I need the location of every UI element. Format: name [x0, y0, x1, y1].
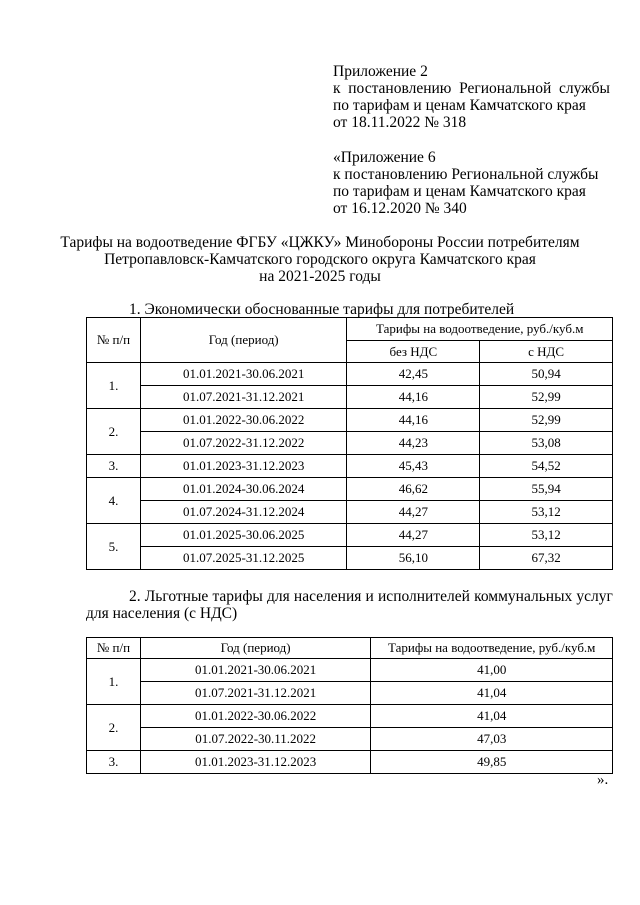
- table-row: [87, 363, 613, 386]
- row-period: 01.01.2021-30.06.2021: [140, 659, 371, 682]
- row-number: 1.: [87, 363, 141, 409]
- row-without-vat: 45,43: [347, 455, 480, 478]
- row-with-vat: 67,32: [480, 547, 613, 570]
- table-row: [87, 705, 613, 728]
- row-period: 01.07.2024-31.12.2024: [140, 501, 347, 524]
- row-tariff: 41,00: [371, 659, 613, 682]
- row-tariff: 47,03: [371, 728, 613, 751]
- section2-heading: [86, 588, 613, 622]
- row-with-vat: 52,99: [480, 409, 613, 432]
- row-number: 2.: [87, 409, 141, 455]
- row-period: 01.07.2025-31.12.2025: [140, 547, 347, 570]
- table-row: [87, 728, 613, 751]
- row-with-vat: 54,52: [480, 455, 613, 478]
- row-period: 01.01.2023-31.12.2023: [140, 751, 371, 774]
- row-period: 01.01.2023-31.12.2023: [140, 455, 347, 478]
- heading-word: для: [266, 588, 290, 605]
- title-line: Тарифы на водоотведение ФГБУ «ЦЖКУ» Минобороны России потребителям: [60, 234, 580, 251]
- heading-word: 2.: [129, 588, 141, 605]
- annex-line: от 18.11.2022 № 318: [333, 114, 467, 131]
- header-with-vat: с НДС: [480, 341, 613, 363]
- row-period: 01.01.2024-30.06.2024: [140, 478, 347, 501]
- row-number: 1.: [87, 659, 141, 705]
- header-tariff: Тарифы на водоотведение, руб./куб.м: [371, 638, 613, 659]
- row-with-vat: 53,08: [480, 432, 613, 455]
- row-without-vat: 44,16: [347, 409, 480, 432]
- row-period: 01.01.2022-30.06.2022: [140, 705, 371, 728]
- annex-word: Региональной: [459, 80, 552, 97]
- row-tariff: 41,04: [371, 682, 613, 705]
- header-tariffs: Тарифы на водоотведение, руб./куб.м: [347, 318, 613, 341]
- section2-heading-line2: для населения (с НДС): [86, 605, 238, 622]
- heading-word: тарифы: [212, 588, 263, 605]
- table-row: [87, 659, 613, 682]
- economic-tariffs-table: [86, 317, 613, 570]
- row-number: 2.: [87, 705, 141, 751]
- title-line: на 2021-2025 годы: [259, 268, 381, 285]
- row-number: 5.: [87, 524, 141, 570]
- table-row: [87, 478, 613, 501]
- annex-line: по тарифам и ценам Камчатского края: [333, 183, 586, 200]
- row-tariff: 41,04: [371, 705, 613, 728]
- row-without-vat: 46,62: [347, 478, 480, 501]
- row-without-vat: 42,45: [347, 363, 480, 386]
- row-without-vat: 44,23: [347, 432, 480, 455]
- table-row: [87, 751, 613, 774]
- heading-word: исполнителей: [378, 588, 470, 605]
- heading-word: Льготные: [144, 588, 209, 605]
- table-row: [87, 547, 613, 570]
- table-row: [87, 682, 613, 705]
- heading-word: услуг: [576, 588, 613, 605]
- table-row: [87, 432, 613, 455]
- annex-header-current: [333, 63, 610, 131]
- row-period: 01.07.2021-31.12.2021: [140, 386, 347, 409]
- document-title: [40, 234, 600, 285]
- row-without-vat: 56,10: [347, 547, 480, 570]
- heading-word: и: [365, 588, 374, 605]
- row-number: 3.: [87, 455, 141, 478]
- table-row: [87, 501, 613, 524]
- header-period: Год (период): [140, 638, 371, 659]
- table-row: [87, 409, 613, 432]
- row-without-vat: 44,27: [347, 501, 480, 524]
- table-row: [87, 524, 613, 547]
- header-num: № п/п: [87, 318, 141, 363]
- annex-word: к: [333, 80, 341, 97]
- row-period: 01.01.2021-30.06.2021: [140, 363, 347, 386]
- section1-heading: 1. Экономически обоснованные тарифы для потребителей: [129, 301, 515, 318]
- row-with-vat: 52,99: [480, 386, 613, 409]
- section2-heading-line1: [86, 588, 613, 605]
- header-without-vat: без НДС: [347, 341, 480, 363]
- table-row: [87, 386, 613, 409]
- preferential-tariffs-table: [86, 637, 613, 774]
- annex-line: от 16.12.2020 № 340: [333, 200, 467, 217]
- annex-word: службы: [559, 80, 610, 97]
- row-without-vat: 44,16: [347, 386, 480, 409]
- heading-word: коммунальных: [474, 588, 573, 605]
- row-with-vat: 53,12: [480, 501, 613, 524]
- row-tariff: 49,85: [371, 751, 613, 774]
- row-period: 01.01.2022-30.06.2022: [140, 409, 347, 432]
- row-number: 3.: [87, 751, 141, 774]
- annex-word: постановлению: [348, 80, 452, 97]
- annex-line: «Приложение 6: [333, 149, 436, 166]
- row-with-vat: 55,94: [480, 478, 613, 501]
- header-num: № п/п: [87, 638, 141, 659]
- row-without-vat: 44,27: [347, 524, 480, 547]
- annex-line: по тарифам и ценам Камчатского края: [333, 97, 586, 114]
- row-period: 01.07.2021-31.12.2021: [140, 682, 371, 705]
- row-period: 01.01.2025-30.06.2025: [140, 524, 347, 547]
- row-with-vat: 50,94: [480, 363, 613, 386]
- row-period: 01.07.2022-31.12.2022: [140, 432, 347, 455]
- heading-word: населения: [293, 588, 362, 605]
- table-row: [87, 455, 613, 478]
- row-number: 4.: [87, 478, 141, 524]
- row-with-vat: 53,12: [480, 524, 613, 547]
- row-period: 01.07.2022-30.11.2022: [140, 728, 371, 751]
- annex-line-justified: [333, 80, 610, 97]
- annex-line: Приложение 2: [333, 63, 428, 80]
- annex-line: к постановлению Региональной службы: [333, 166, 599, 183]
- title-line: Петропавловск-Камчатского городского округа Камчатского края: [104, 251, 536, 268]
- header-period: Год (период): [140, 318, 347, 363]
- annex-header-amended: [333, 149, 610, 217]
- closing-quote-mark: ».: [597, 772, 609, 788]
